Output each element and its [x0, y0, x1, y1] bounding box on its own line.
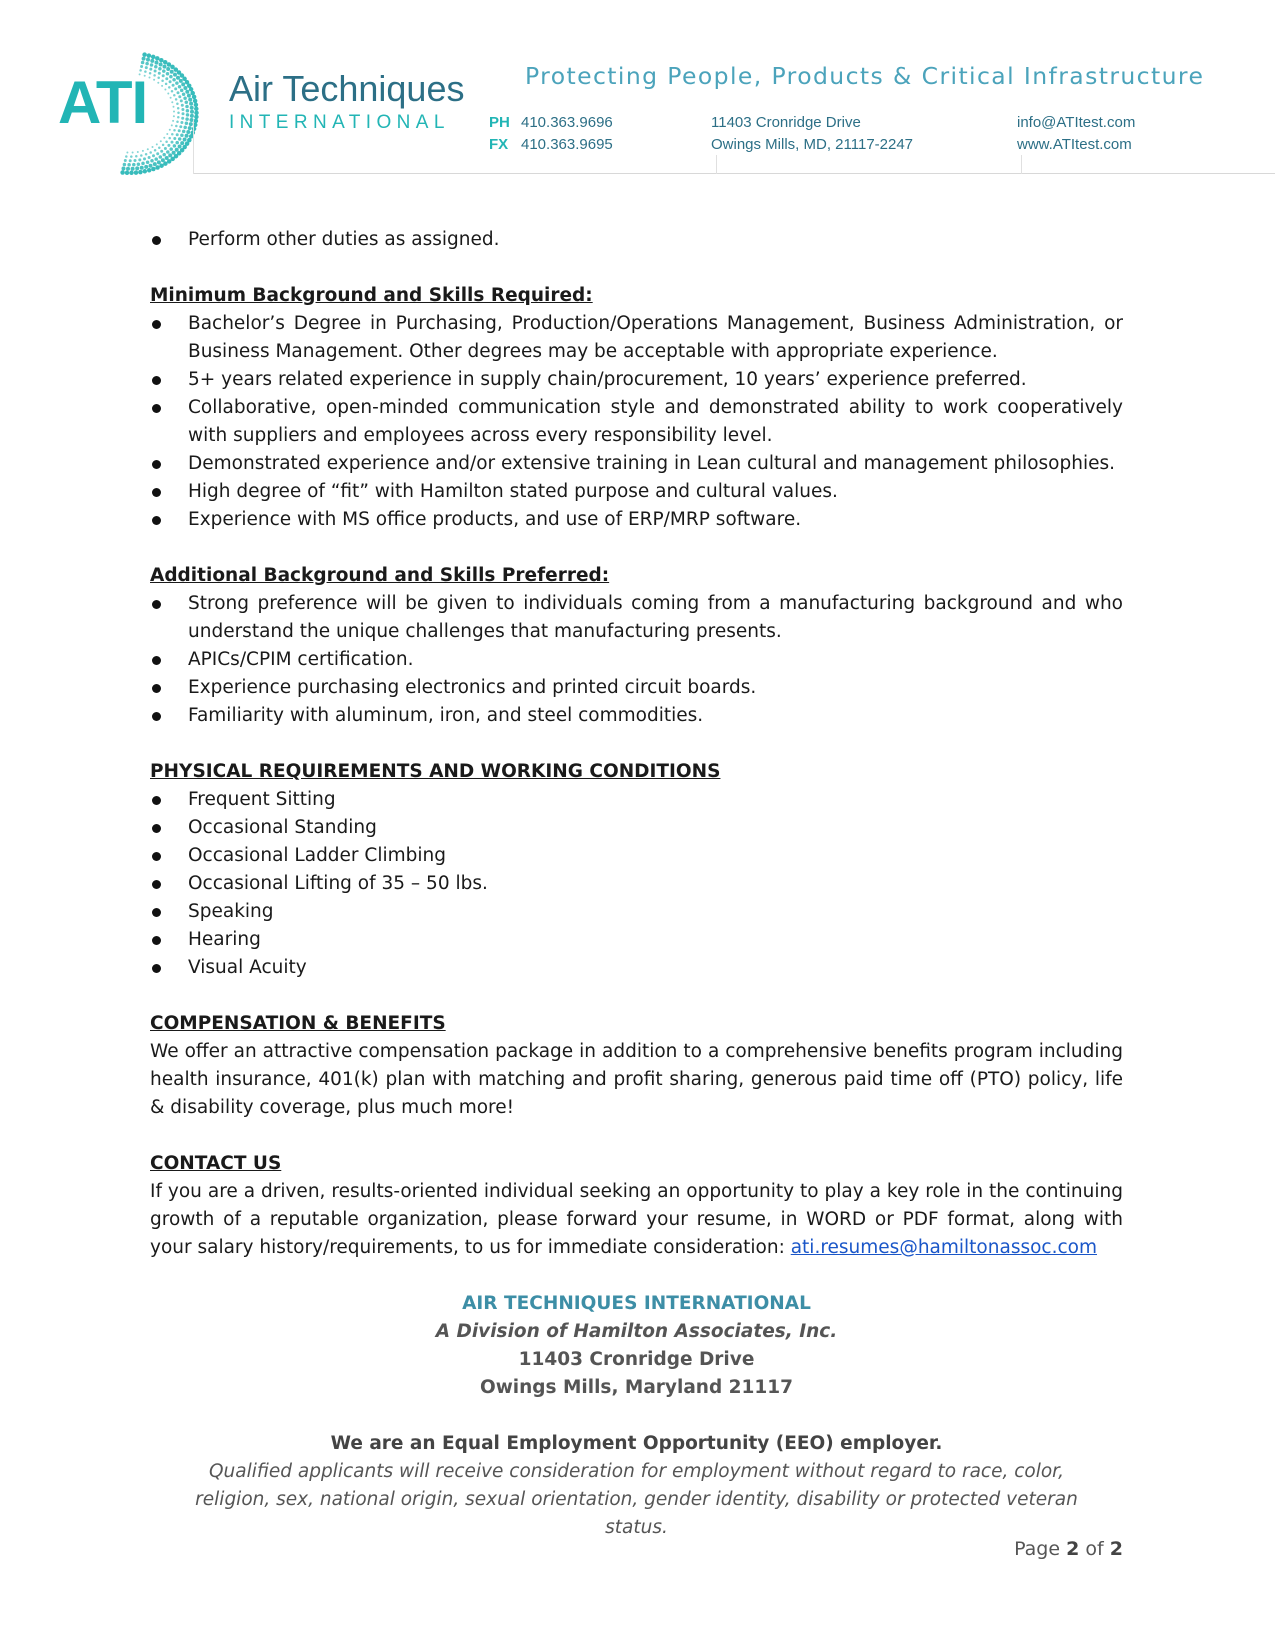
list-item: Perform other duties as assigned. — [150, 226, 1123, 254]
page-label: Page — [1014, 1538, 1061, 1560]
list-item: APICs/CPIM certification. — [150, 646, 1123, 674]
company-address-block — [150, 1290, 1123, 1402]
additional-skills-list — [150, 590, 1123, 730]
eeo-text: Qualified applicants will receive consideration for employment without regard to race, color, religion, sex, national origin, sexual orientation, gender identity, disability or protected veteran status. — [195, 1461, 1078, 1538]
physical-requirements-heading: PHYSICAL REQUIREMENTS AND WORKING CONDITIONS — [150, 761, 721, 782]
page-number — [1014, 1538, 1123, 1560]
additional-skills-heading: Additional Background and Skills Preferred: — [150, 565, 610, 586]
list-item: Hearing — [150, 926, 1123, 954]
list-item: Familiarity with aluminum, iron, and steel commodities. — [150, 702, 1123, 730]
list-item: Occasional Lifting of 35 – 50 lbs. — [150, 870, 1123, 898]
contact-text: If you are a driven, results-oriented individual seeking an opportunity to play a key role in the continuing growth of a reputable organization, please forward your resume, in WORD or PDF format, along with your salary history/requirements, to us for immediate consideration: — [150, 1181, 1123, 1258]
phone-label: PH — [489, 114, 510, 131]
company-street: 11403 Cronridge Drive — [518, 1349, 755, 1370]
list-item: Demonstrated experience and/or extensive training in Lean cultural and management philosophies. — [150, 450, 1123, 478]
document-body — [150, 226, 1123, 1542]
header-website[interactable]: www.ATItest.com — [1017, 136, 1132, 153]
physical-requirements-list — [150, 786, 1123, 982]
logo-ati: ATI — [58, 69, 148, 136]
letterhead — [0, 0, 1275, 180]
contact-heading: CONTACT US — [150, 1153, 282, 1174]
list-item: Occasional Standing — [150, 814, 1123, 842]
list-item: Occasional Ladder Climbing — [150, 842, 1123, 870]
logo-company-sub: INTERNATIONAL — [229, 112, 450, 133]
compensation-text: We offer an attractive compensation package in addition to a comprehensive benefits program including health insurance, 401(k) plan with matching and profit sharing, generous paid time off (PTO) policy, life & disability coverage, plus much more! — [150, 1041, 1123, 1118]
header-divider-vertical — [716, 155, 717, 174]
header-divider — [193, 173, 1275, 174]
page-current: 2 — [1066, 1538, 1080, 1560]
web-block — [1017, 112, 1135, 156]
address-line2: Owings Mills, MD, 21117-2247 — [711, 136, 914, 153]
company-division: A Division of Hamilton Associates, Inc. — [435, 1321, 838, 1342]
company-city: Owings Mills, Maryland 21117 — [479, 1377, 794, 1398]
list-item: 5+ years related experience in supply chain/procurement, 10 years’ experience preferred. — [150, 366, 1123, 394]
phone-fax-block — [489, 112, 613, 156]
list-item: Bachelor’s Degree in Purchasing, Production/Operations Management, Business Administration, or Business Management. Other degrees may be acceptable with appropriate experience. — [150, 310, 1123, 366]
address-line1: 11403 Cronridge Drive — [711, 114, 861, 131]
header-divider-vertical — [193, 120, 194, 174]
logo-company-name: Air Techniques — [229, 68, 465, 109]
fax-number: 410.363.9695 — [521, 136, 613, 153]
list-item: Experience with MS office products, and use of ERP/MRP software. — [150, 506, 1123, 534]
minimum-skills-heading: Minimum Background and Skills Required: — [150, 285, 593, 306]
eeo-title: We are an Equal Employment Opportunity (EEO) employer. — [330, 1433, 943, 1454]
eeo-statement — [150, 1430, 1123, 1542]
compensation-heading: COMPENSATION & BENEFITS — [150, 1013, 446, 1034]
contact-paragraph — [150, 1178, 1123, 1262]
list-item: High degree of “fit” with Hamilton stated purpose and cultural values. — [150, 478, 1123, 506]
resume-email-link[interactable]: ati.resumes@hamiltonassoc.com — [790, 1237, 1097, 1258]
intro-list — [150, 226, 1123, 254]
list-item: Collaborative, open-minded communication style and demonstrated ability to work cooperatively with suppliers and employees across every responsibility level. — [150, 394, 1123, 450]
phone-number: 410.363.9696 — [521, 114, 613, 131]
page-total: 2 — [1109, 1538, 1123, 1560]
minimum-skills-list — [150, 310, 1123, 534]
fax-label: FX — [489, 136, 509, 153]
header-email[interactable]: info@ATItest.com — [1017, 114, 1136, 131]
list-item: Visual Acuity — [150, 954, 1123, 982]
list-item: Speaking — [150, 898, 1123, 926]
header-divider-vertical — [1021, 155, 1022, 174]
list-item: Strong preference will be given to individuals coming from a manufacturing background and who understand the unique challenges that manufacturing presents. — [150, 590, 1123, 646]
list-item: Experience purchasing electronics and printed circuit boards. — [150, 674, 1123, 702]
tagline: Protecting People, Products & Critical Infrastructure — [525, 62, 1205, 90]
company-name: AIR TECHNIQUES INTERNATIONAL — [462, 1293, 811, 1314]
page-of: of — [1085, 1538, 1104, 1560]
address-block — [711, 112, 913, 156]
list-item: Frequent Sitting — [150, 786, 1123, 814]
